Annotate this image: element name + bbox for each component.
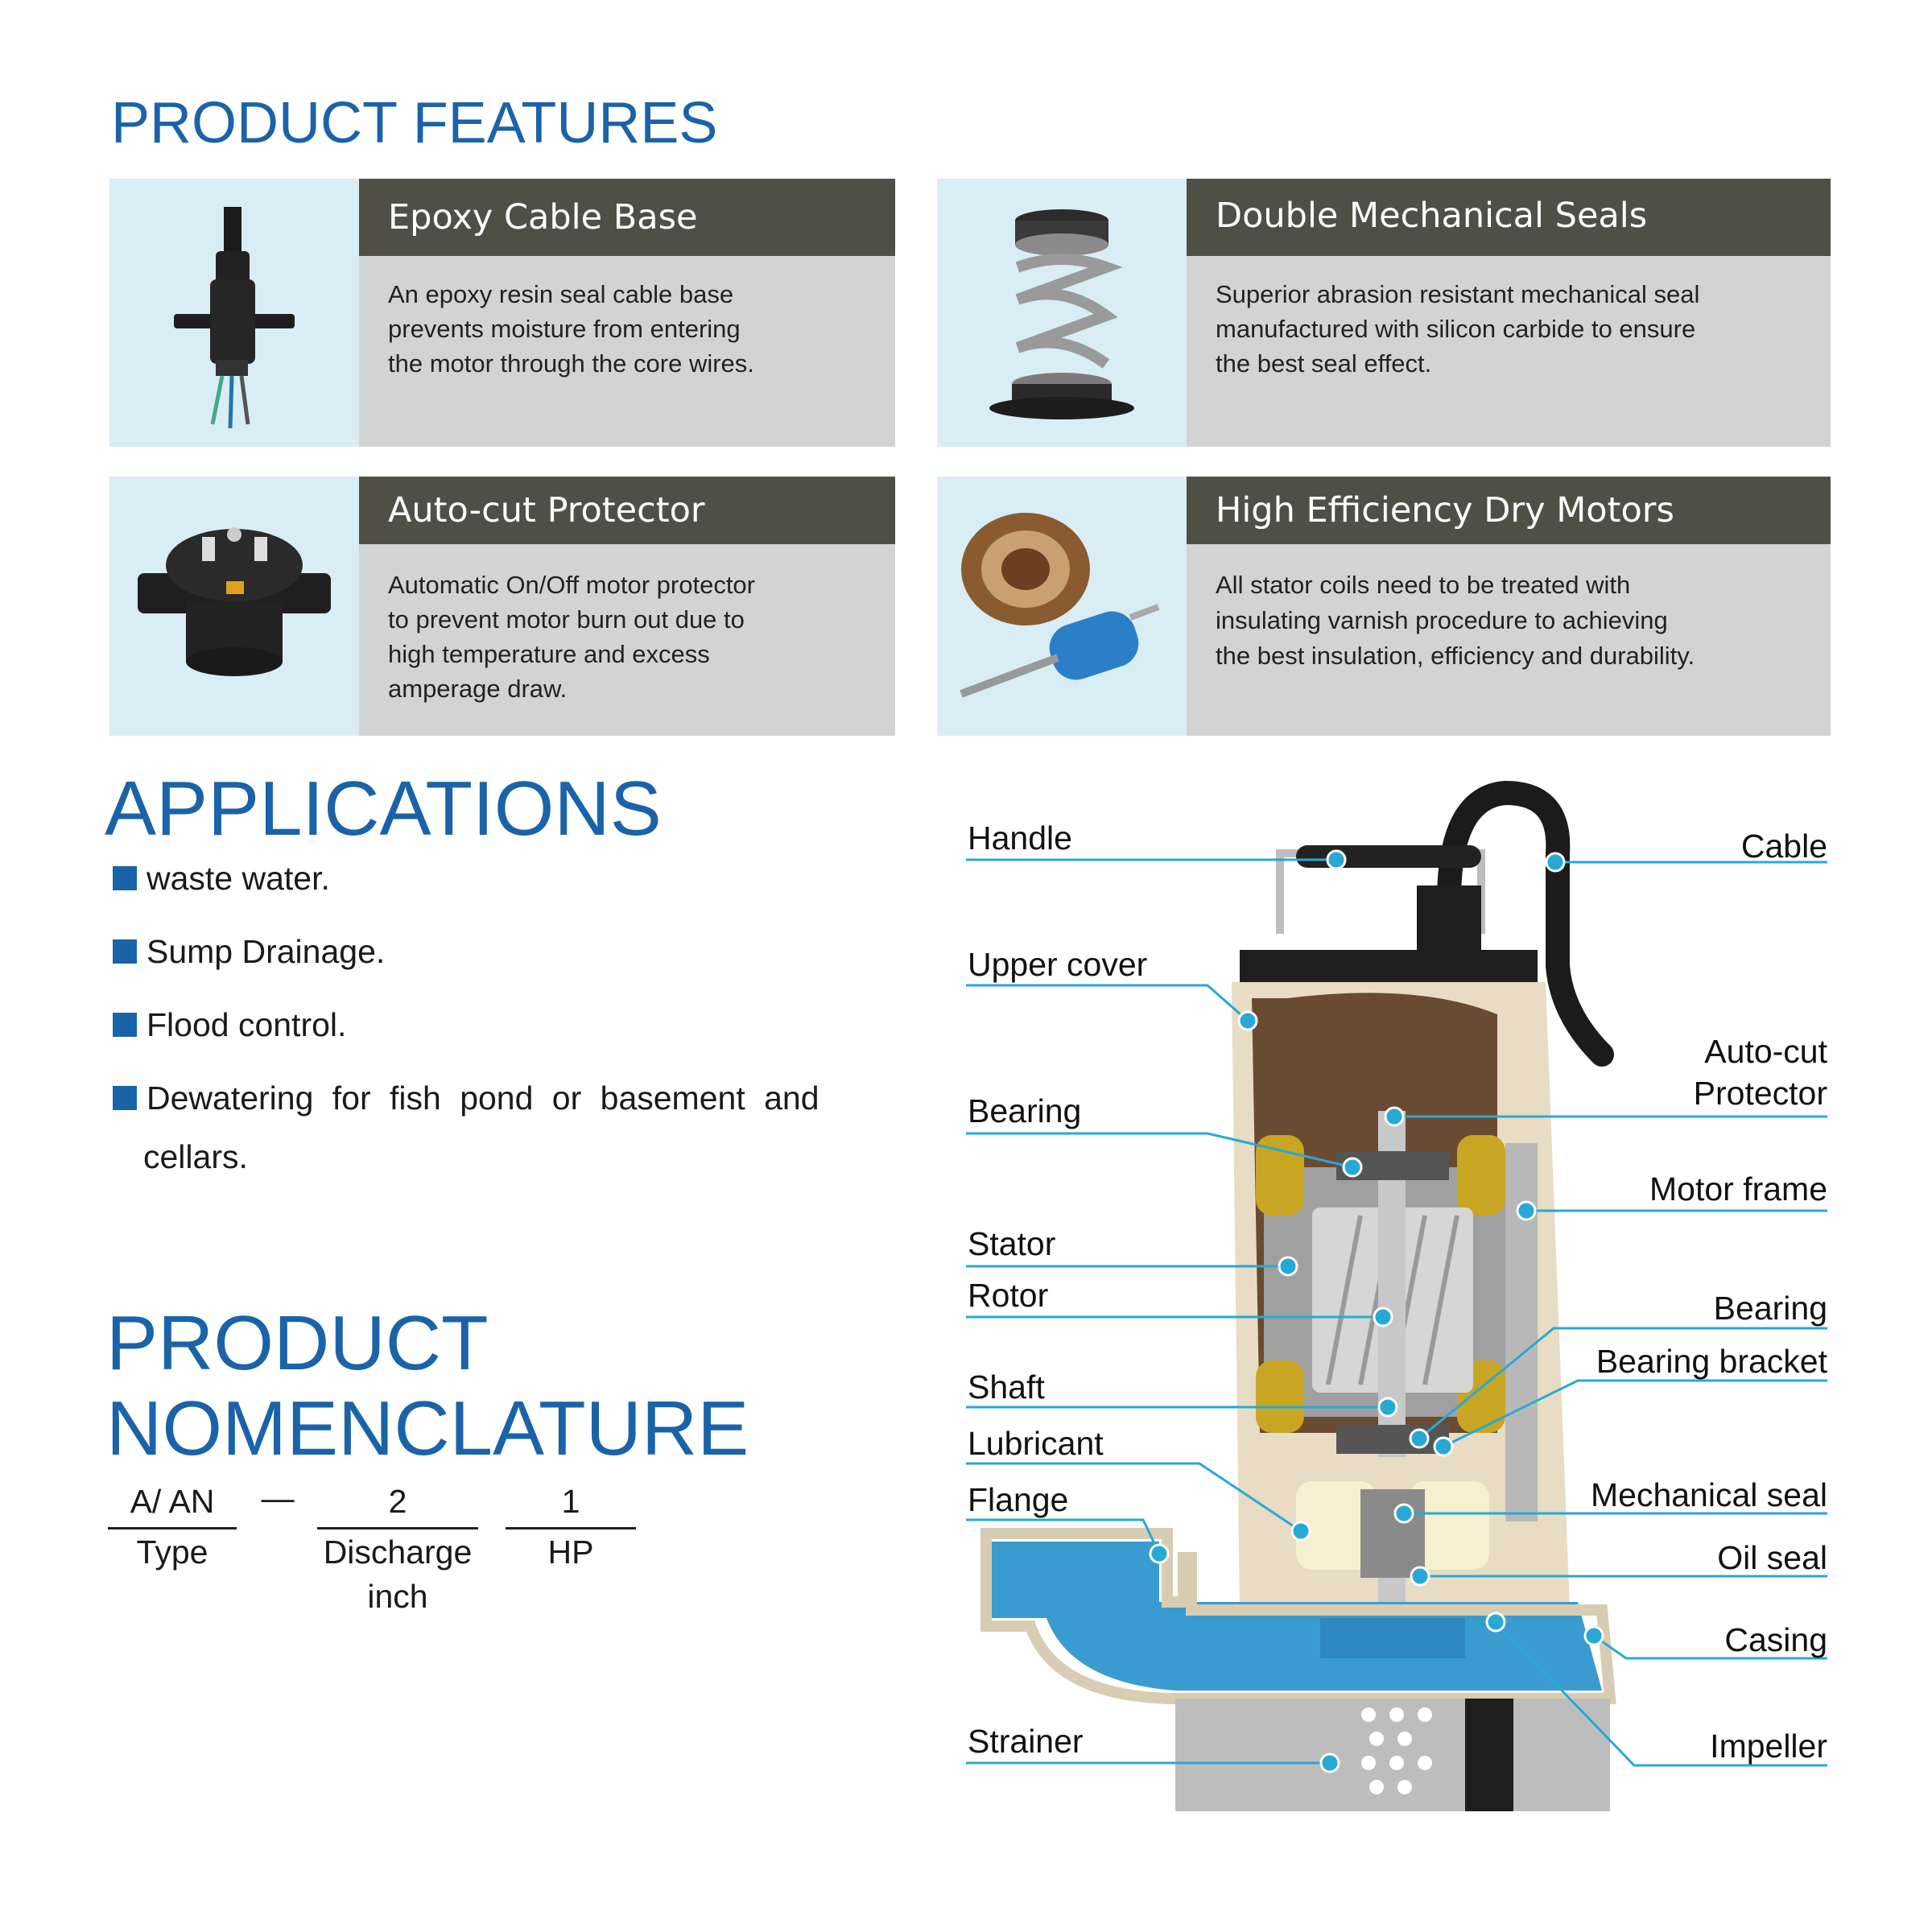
nomenclature-label-discharge: Discharge [323,1534,473,1571]
nomenclature-label-type: Type [136,1534,208,1571]
feature-title: High Efficiency Dry Motors [1187,477,1831,544]
label-lubricant: Lubricant [968,1425,1104,1462]
feature-text: Automatic On/Off motor protector to prevent motor burn out due to high temperature and excess amperage draw. [388,571,755,703]
features-title: PRODUCT FEATURES [111,91,718,155]
nomenclature-label-inch: inch [367,1578,428,1615]
label-stator: Stator [968,1225,1056,1262]
nomenclature-label-hp: HP [547,1534,594,1571]
feature-text: All stator coils need to be treated with insulating varnish procedure to achieving the best insulation, efficiency and durability. [1216,571,1695,670]
nomenclature-title-line1: PRODUCT [106,1300,489,1386]
label-upper-cover: Upper cover [968,946,1148,983]
label-mechanical-seal: Mechanical seal [1591,1476,1827,1513]
label-oil-seal: Oil seal [1717,1539,1827,1576]
applications-title: APPLICATIONS [105,766,662,852]
label-motor-frame: Motor frame [1649,1170,1827,1208]
feature-title: Epoxy Cable Base [359,179,895,256]
label-handle: Handle [968,819,1072,857]
label-auto-cut-line2: Protector [1693,1075,1827,1112]
feature-title: Double Mechanical Seals [1187,179,1831,256]
application-item: cellars. [143,1138,248,1175]
application-item: Dewatering for fish pond or basement and [147,1080,819,1117]
label-auto-cut-line1: Auto-cut [1704,1033,1827,1070]
feature-text: Superior abrasion resistant mechanical seal manufactured with silicon carbide to ensure the best seal effect. [1216,280,1700,378]
label-rotor: Rotor [968,1277,1049,1314]
nomenclature-code-hp: 1 [561,1483,580,1520]
label-shaft: Shaft [968,1368,1045,1406]
nomenclature-code-type: A/ AN [130,1483,215,1520]
label-flange: Flange [968,1481,1069,1518]
feature-text: An epoxy resin seal cable base prevents moisture from entering the motor through the core wires. [388,280,754,378]
label-bearing-bracket: Bearing bracket [1596,1343,1827,1380]
nomenclature-title-line2: NOMENCLATURE [106,1385,749,1472]
label-impeller: Impeller [1710,1728,1827,1765]
application-item: Flood control. [147,1006,347,1043]
application-item: waste water. [147,860,330,897]
nomenclature-code-discharge: 2 [388,1483,407,1520]
application-item: Sump Drainage. [147,933,386,970]
nomenclature-dash: — [261,1480,295,1517]
label-bearing-upper: Bearing [968,1092,1082,1129]
label-cable: Cable [1740,828,1827,865]
label-bearing-lower: Bearing [1713,1290,1827,1327]
label-strainer: Strainer [968,1723,1084,1760]
label-casing: Casing [1724,1621,1827,1658]
feature-title: Auto-cut Protector [359,477,895,544]
